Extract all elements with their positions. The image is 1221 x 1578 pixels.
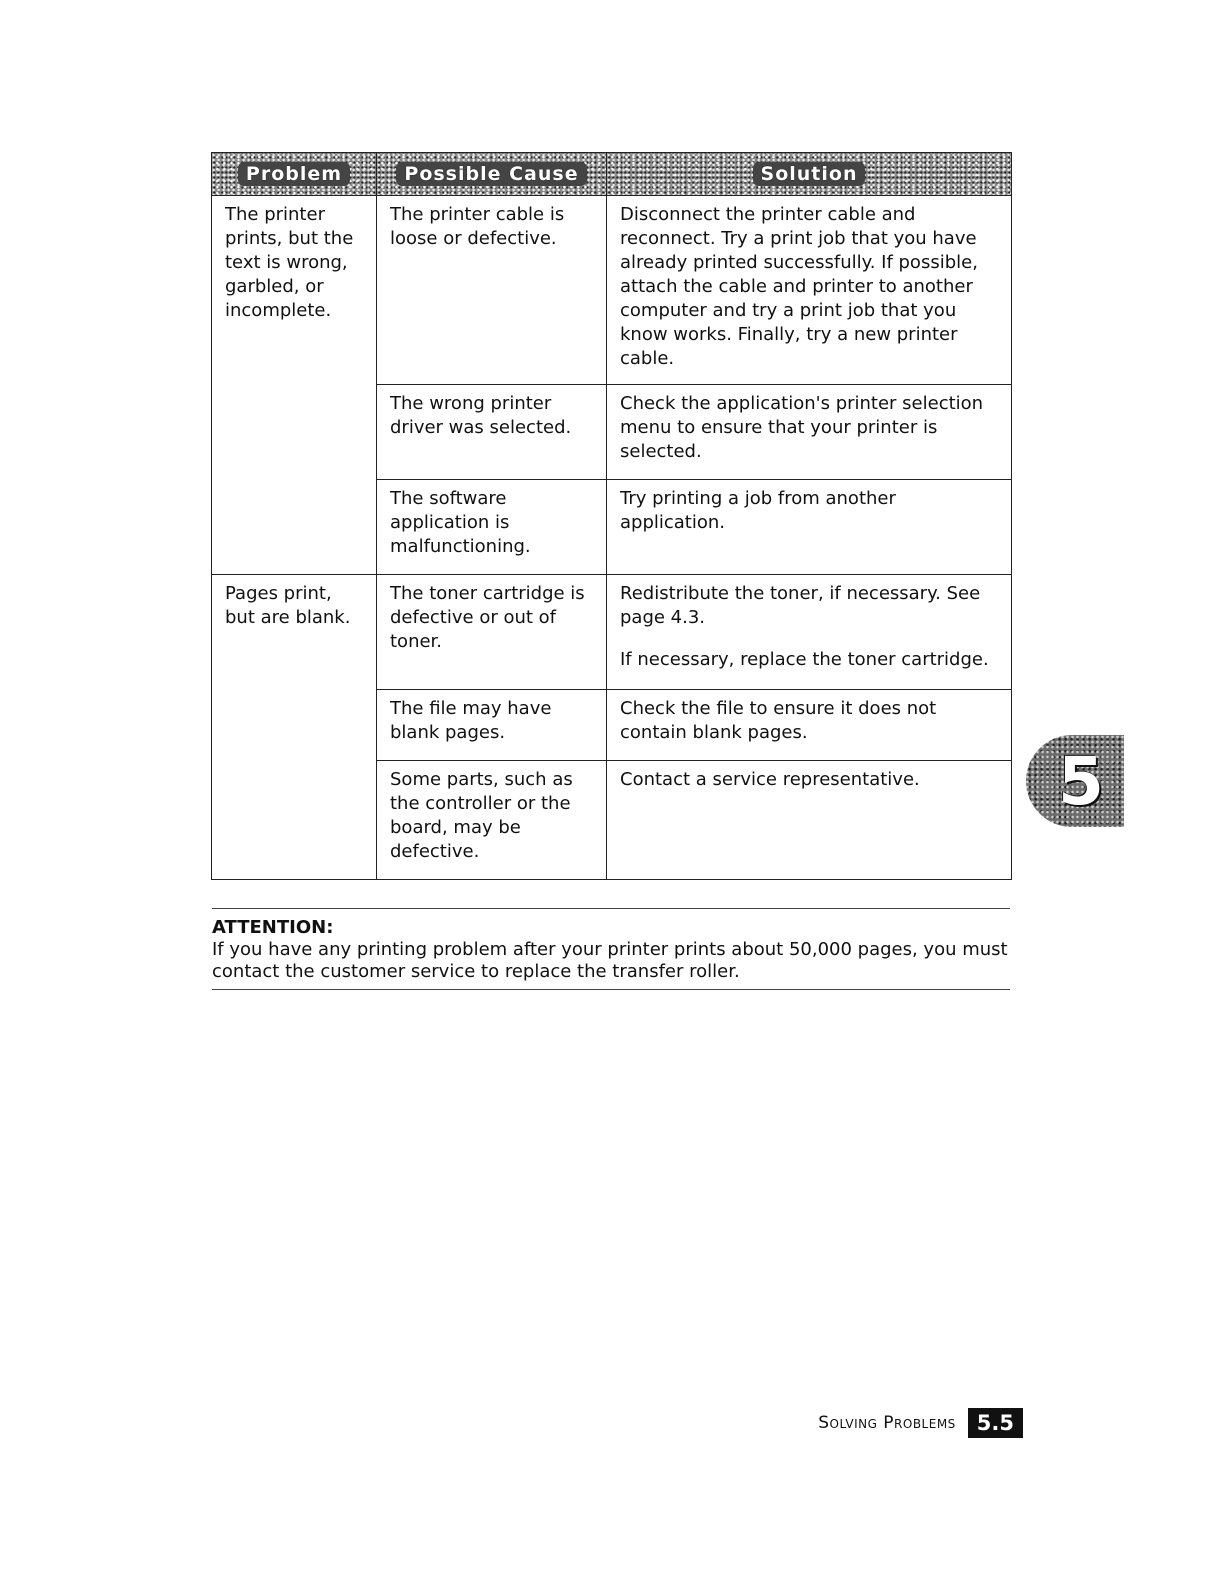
cause-cell: The printer cable is loose or defective. bbox=[377, 196, 607, 385]
attention-body: If you have any printing problem after your printer prints about 50,000 pages, you must contact the customer service to replace the transfer roller. bbox=[212, 939, 1008, 982]
table-header-row bbox=[212, 153, 1012, 196]
solution-cell: Disconnect the printer cable and reconnect. Try a print job that you have already printed successfully. If possible, attach the cable and printer to another computer and try a print job that you know works. Finally, try a new printer cable. bbox=[607, 196, 1012, 385]
solution-cell: Try printing a job from another application. bbox=[607, 480, 1012, 575]
solution-cell: Check the file to ensure it does not contain blank pages. bbox=[607, 690, 1012, 761]
solution-cell: Redistribute the toner, if necessary. See page 4.3. If necessary, replace the toner cartridge. bbox=[607, 575, 1012, 690]
page-number: 5.5 bbox=[968, 1408, 1023, 1438]
page-footer bbox=[818, 1408, 1023, 1438]
troubleshooting-table bbox=[211, 152, 1012, 880]
header-solution: Solution bbox=[607, 153, 1012, 196]
chapter-number: 5 bbox=[1058, 742, 1104, 820]
header-problem: Problem bbox=[212, 153, 377, 196]
chapter-tab bbox=[1026, 735, 1124, 827]
problem-cell: Pages print, but are blank. bbox=[212, 575, 377, 880]
header-possible-cause: Possible Cause bbox=[377, 153, 607, 196]
problem-cell: The printer prints, but the text is wrong, garbled, or incomplete. bbox=[212, 196, 377, 575]
section-name: Solving Problems bbox=[818, 1413, 956, 1433]
table-row bbox=[212, 196, 1012, 385]
solution-cell: Contact a service representative. bbox=[607, 761, 1012, 880]
table-row bbox=[212, 575, 1012, 690]
cause-cell: The wrong printer driver was selected. bbox=[377, 385, 607, 480]
attention-title: ATTENTION: bbox=[212, 917, 334, 938]
attention-note bbox=[212, 908, 1010, 990]
cause-cell: The software application is malfunctioning. bbox=[377, 480, 607, 575]
cause-cell: The file may have blank pages. bbox=[377, 690, 607, 761]
solution-cell: Check the application's printer selection menu to ensure that your printer is selected. bbox=[607, 385, 1012, 480]
cause-cell: Some parts, such as the controller or the board, may be defective. bbox=[377, 761, 607, 880]
cause-cell: The toner cartridge is defective or out of toner. bbox=[377, 575, 607, 690]
